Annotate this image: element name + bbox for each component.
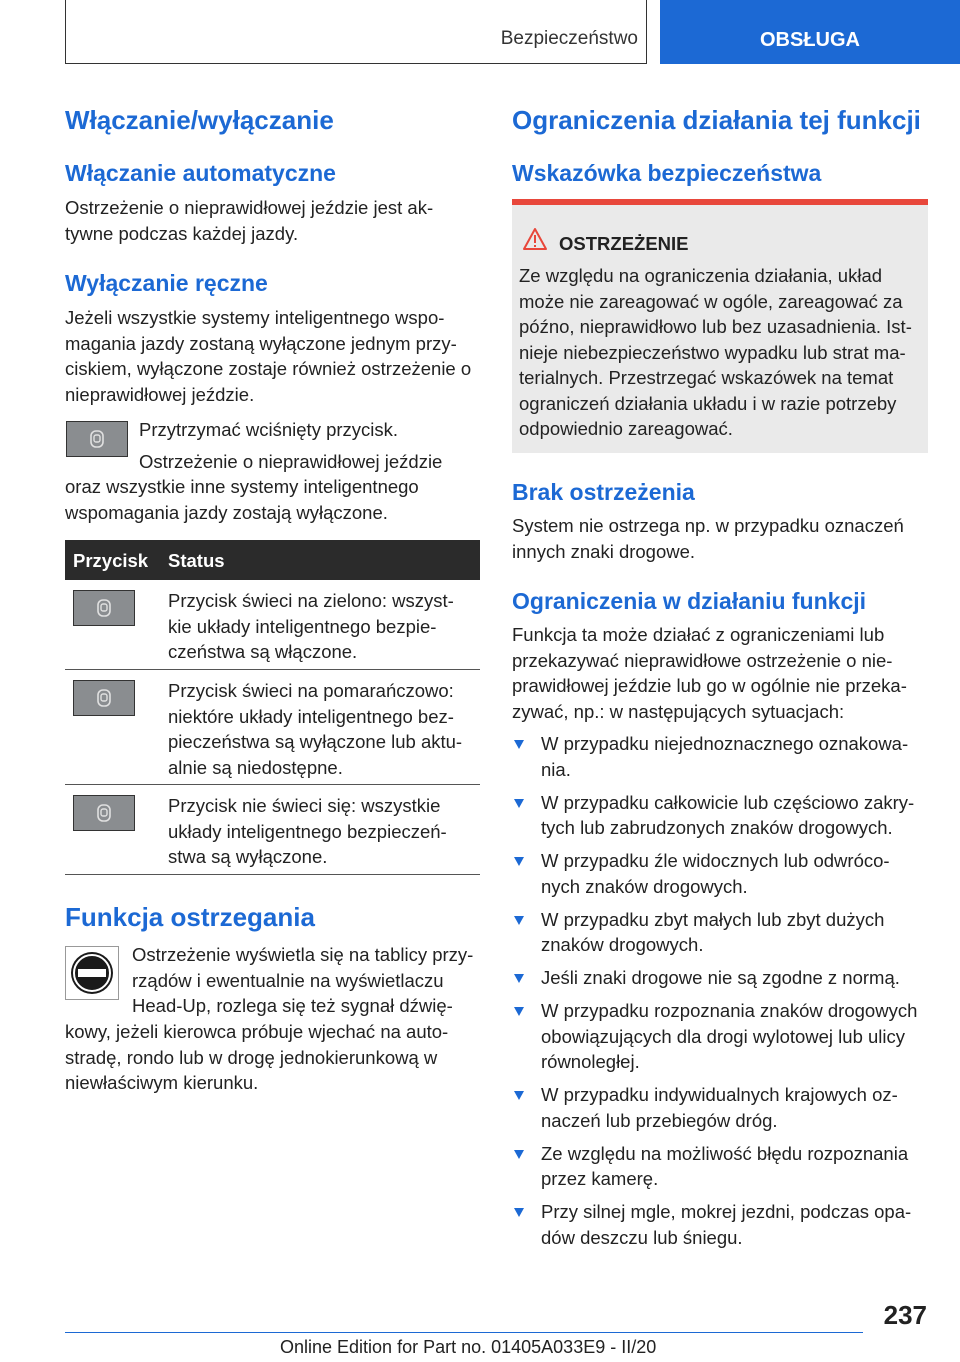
paragraph-warning-a: Ostrzeżenie wyświetla się na tablicy przy- rządów i ewentualnie na wyświetlaczu Head-Up, rozlega się też sygnał dźwię- <box>132 944 474 1016</box>
paragraph-warning-b: kowy, jeżeli kierowca próbuje wjechać na auto- stradę, rondo lub w drogę jednokierunkową w niewłaściwym kierunku. <box>65 1021 449 1093</box>
table-header-status: Status <box>168 550 225 571</box>
table-header <box>65 540 480 580</box>
page-number: 237 <box>883 1300 927 1330</box>
paragraph-function-limits: Funkcja ta może działać z ograniczeniami lub przekazywać nieprawidłowe ostrzeżenie o nie- prawidłowej jeździe lub go w ogólnie nie przeka- zywać, np.: w następujących sytuacjach: <box>512 624 907 722</box>
bullet-triangle-icon <box>514 974 524 983</box>
subheading-no-warning: Brak ostrzeżenia <box>512 479 695 505</box>
table-row-divider <box>65 874 480 875</box>
step-hold-button: Przytrzymać wciśnięty przycisk. <box>139 419 399 440</box>
paragraph-result-b: oraz wszystkie inne systemy inteligentnego wspomagania jazdy zostają wyłączone. <box>65 476 419 523</box>
paragraph-no-warning: System nie ostrzega np. w przypadku oznaczeń innych znaki drogowe. <box>512 515 904 562</box>
warning-box <box>512 199 928 453</box>
bullet-triangle-icon <box>514 1007 524 1016</box>
table-row: Przycisk świeci na zielono: wszyst- kie układy inteligentnego bezpie- czeństwa są włączone. <box>168 590 454 662</box>
paragraph-auto-on: Ostrzeżenie o nieprawidłowej jeździe jest ak- tywne podczas każdej jazdy. <box>65 197 434 244</box>
list-item: Ze względu na możliwość błędu rozpoznania przez kamerę. <box>512 1141 932 1192</box>
warning-text: Ze względu na ograniczenia działania, układ może nie zareagować w ogóle, zareagować za późno, nieprawidłowo lub bez uzasadnienia. Ist- nieje niebezpieczeństwo wypadku lub strat ma- terialnych. Przestrzegać wskazówek na temat ograniczeń działania układu i w razie potrzeby odpowiednio zareagować. <box>519 265 912 439</box>
footer-divider <box>65 1332 863 1333</box>
limitations-list <box>512 731 932 1258</box>
list-item: Jeśli znaki drogowe nie są zgodne z normą. <box>512 965 932 991</box>
list-item: W przypadku niejednoznacznego oznakowa- nia. <box>512 731 932 782</box>
header-chapter-tab <box>660 0 960 64</box>
subheading-auto-on: Włączanie automatyczne <box>65 160 336 186</box>
button-green-icon <box>73 590 135 626</box>
table-row: Przycisk świeci na pomarańczowo: niektóre układy inteligentnego bez- pieczeństwa są wyłączone lub aktu- alnie są niedostępne. <box>168 680 463 778</box>
chapter-tab-label: OBSŁUGA <box>760 29 860 51</box>
paragraph-manual-off: Jeżeli wszystkie systemy inteligentnego wspo- magania jazdy zostaną wyłączone jednym przy- ciskiem, wyłączone zostaje również ostrzeżenie o nieprawidłowej jeździe. <box>65 307 472 405</box>
bullet-triangle-icon <box>514 857 524 866</box>
bullet-triangle-icon <box>514 1091 524 1100</box>
button-off-icon <box>73 795 135 831</box>
header-section-title: Bezpieczeństwo <box>500 28 638 49</box>
section-title-limitations: Ograniczenia działania tej funkcji <box>512 105 921 135</box>
subheading-manual-off: Wyłączanie ręczne <box>65 270 268 296</box>
list-item: Przy silnej mgle, mokrej jezdni, podczas opa- dów deszczu lub śniegu. <box>512 1199 932 1250</box>
table-row-divider <box>65 784 480 785</box>
list-item: W przypadku indywidualnych krajowych oz- naczeń lub przebiegów dróg. <box>512 1082 932 1133</box>
bullet-triangle-icon <box>514 740 524 749</box>
list-item: W przypadku całkowicie lub częściowo zakry- tych lub zabrudzonych znaków drogowych. <box>512 790 932 841</box>
no-entry-icon <box>65 946 119 1000</box>
subheading-safety-note: Wskazówka bezpieczeństwa <box>512 160 822 186</box>
warning-title: OSTRZEŻENIE <box>559 233 689 254</box>
subheading-function-limits: Ograniczenia w działaniu funkcji <box>512 588 867 614</box>
table-row: Przycisk nie świeci się: wszystkie układy inteligentnego bezpieczeń- stwa są wyłączone. <box>168 795 447 867</box>
paragraph-result-a: Ostrzeżenie o nieprawidłowej jeździe <box>139 451 443 472</box>
bullet-triangle-icon <box>514 1208 524 1217</box>
bullet-triangle-icon <box>514 1150 524 1159</box>
list-item: W przypadku zbyt małych lub zbyt dużych znaków drogowych. <box>512 907 932 958</box>
table-header-button: Przycisk <box>73 550 149 571</box>
bullet-triangle-icon <box>514 916 524 925</box>
bullet-triangle-icon <box>514 799 524 808</box>
footer-edition: Online Edition for Part no. 01405A033E9 - II/20 <box>280 1337 657 1357</box>
list-item: W przypadku źle widocznych lub odwróco- nych znaków drogowych. <box>512 848 932 899</box>
assist-button-icon <box>66 421 128 457</box>
list-item: W przypadku rozpoznania znaków drogowych obowiązujących dla drogi wylotowej lub ulicy równoległej. <box>512 998 932 1075</box>
section-title-on-off: Włączanie/wyłączanie <box>65 105 334 135</box>
button-orange-icon <box>73 680 135 716</box>
section-title-warning-function: Funkcja ostrzegania <box>65 902 315 932</box>
table-row-divider <box>65 669 480 670</box>
warning-triangle-icon <box>522 227 548 251</box>
